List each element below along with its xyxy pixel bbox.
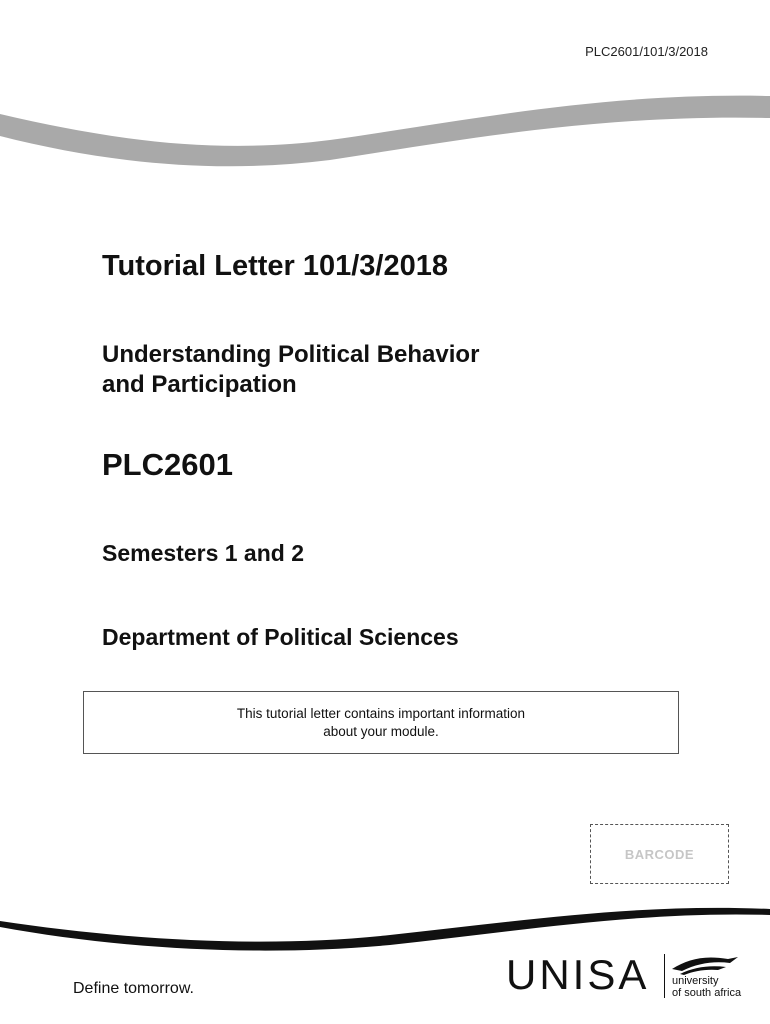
logo-subtitle-line2: of south africa — [672, 987, 742, 999]
logo-subtitle-line1: university — [672, 975, 719, 987]
page-title: Tutorial Letter 101/3/2018 — [102, 250, 449, 282]
notice-line1: This tutorial letter contains important information — [236, 705, 526, 721]
notice-box — [83, 691, 679, 754]
module-name — [102, 340, 622, 400]
top-swoosh-graphic — [0, 84, 770, 174]
tagline: Define tomorrow. — [73, 980, 194, 997]
logo-subtitle — [672, 975, 741, 999]
notice-line2: about your module. — [323, 723, 439, 739]
document-reference: PLC2601/101/3/2018 — [585, 44, 708, 59]
unisa-logo-wordmark: UNISA — [506, 951, 650, 998]
barcode-label: BARCODE — [624, 846, 695, 862]
module-name-line2: and Participation — [102, 371, 297, 398]
flying-bird-icon — [670, 953, 740, 975]
module-name-line1: Understanding Political Behavior — [102, 341, 480, 368]
barcode-placeholder — [590, 824, 729, 884]
logo-divider — [664, 954, 665, 998]
module-code: PLC2601 — [102, 447, 233, 482]
department: Department of Political Sciences — [102, 624, 459, 650]
semesters: Semesters 1 and 2 — [102, 540, 305, 566]
bottom-swoosh-graphic — [0, 895, 770, 965]
